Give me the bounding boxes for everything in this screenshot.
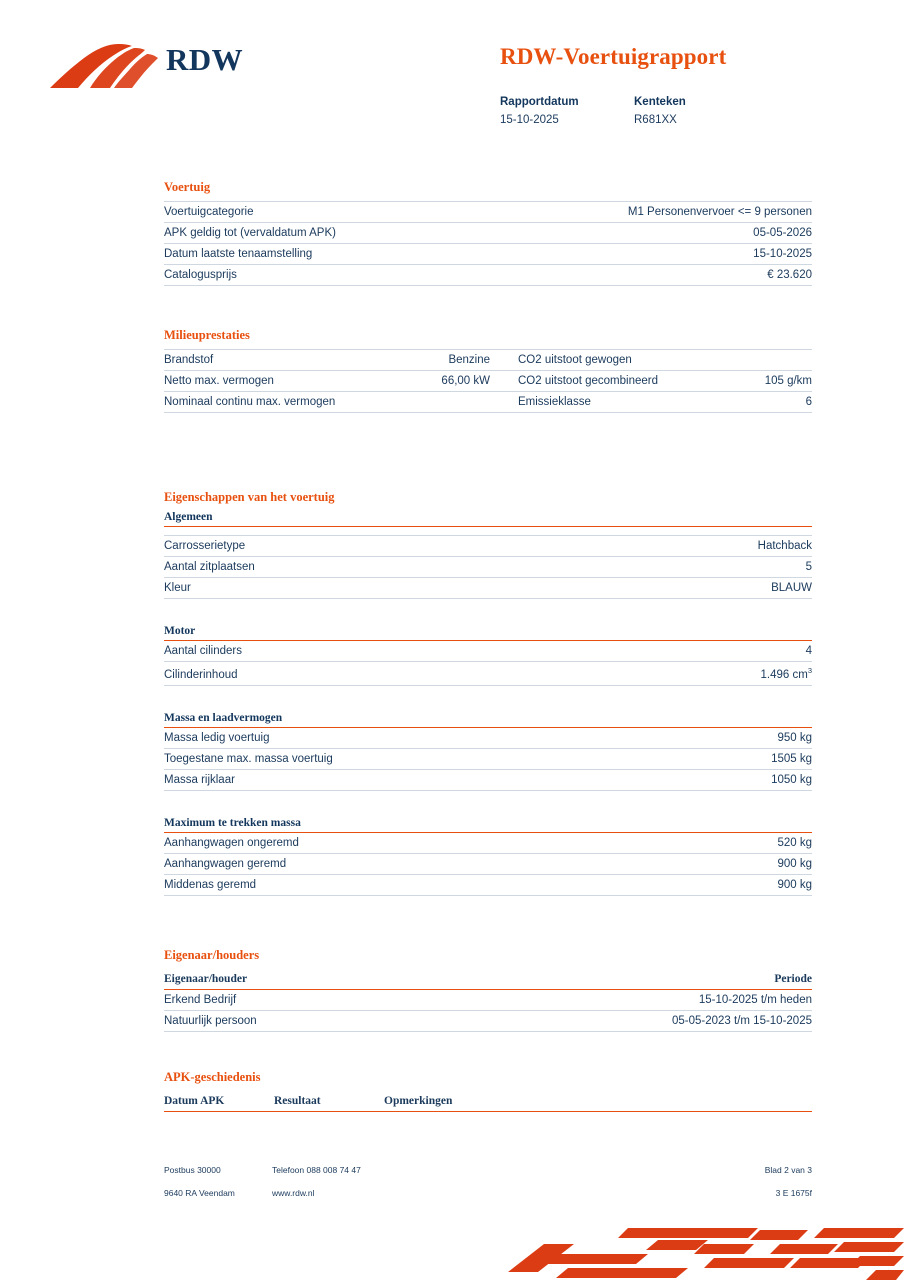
row-label-left: Nominaal continu max. vermogen xyxy=(164,392,394,413)
row-label: Middenas geremd xyxy=(164,874,680,895)
row-label: Aantal cilinders xyxy=(164,641,554,662)
rdw-swoosh-logo-icon xyxy=(48,42,160,98)
general-table xyxy=(164,535,812,599)
row-label: Catalogusprijs xyxy=(164,265,477,286)
meta-value-plate: R681XX xyxy=(634,114,677,126)
column-header-owner: Eigenaar/houder xyxy=(164,969,422,990)
environment-table xyxy=(164,349,812,413)
subsection-title-motor: Motor xyxy=(164,625,812,641)
section-title-apk-history: APK-geschiedenis xyxy=(164,1070,261,1084)
rdw-logo xyxy=(48,30,308,100)
column-header-remarks: Opmerkingen xyxy=(384,1091,812,1112)
footer-form-code: 3 E 1675f xyxy=(775,1188,812,1198)
row-label: Aantal zitplaatsen xyxy=(164,557,569,578)
table-header-row xyxy=(164,1091,812,1112)
table-row xyxy=(164,990,812,1011)
section-title-vehicle: Voertuig xyxy=(164,180,211,194)
section-title-environment: Milieuprestaties xyxy=(164,328,250,342)
row-label: Cilinderinhoud xyxy=(164,662,554,686)
table-row xyxy=(164,371,812,392)
row-value-left: 66,00 kW xyxy=(394,371,504,392)
table-row xyxy=(164,578,812,599)
row-value-left xyxy=(394,392,504,413)
row-value: BLAUW xyxy=(569,578,812,599)
row-owner: Natuurlijk persoon xyxy=(164,1011,422,1032)
table-row xyxy=(164,536,812,557)
row-value: 15-10-2025 xyxy=(477,244,812,265)
row-value: Hatchback xyxy=(569,536,812,557)
row-period: 15-10-2025 t/m heden xyxy=(422,990,812,1011)
table-row xyxy=(164,728,812,749)
mass-table xyxy=(164,728,812,791)
meta-label-report-date: Rapportdatum xyxy=(500,96,579,108)
row-label-left: Brandstof xyxy=(164,350,394,371)
footer-phone: Telefoon 088 008 74 47 xyxy=(272,1165,361,1175)
meta-label-plate: Kenteken xyxy=(634,96,686,108)
section-vehicle xyxy=(164,180,812,286)
row-label: Massa rijklaar xyxy=(164,769,685,790)
row-label: Aanhangwagen ongeremd xyxy=(164,833,680,854)
table-row xyxy=(164,202,812,223)
row-value-text: 1.496 cm xyxy=(760,668,808,681)
footer-address-line1: Postbus 30000 xyxy=(164,1165,221,1175)
table-header-row xyxy=(164,969,812,990)
row-value: 1050 kg xyxy=(685,769,812,790)
row-label-right: Emissieklasse xyxy=(504,392,694,413)
column-header-result: Resultaat xyxy=(274,1091,384,1112)
section-title-owners: Eigenaar/houders xyxy=(164,948,260,962)
table-row xyxy=(164,265,812,286)
vehicle-table xyxy=(164,201,812,286)
column-header-apk-date: Datum APK xyxy=(164,1091,274,1112)
row-value-left: Benzine xyxy=(394,350,504,371)
table-row xyxy=(164,557,812,578)
table-row xyxy=(164,223,812,244)
footer-website[interactable]: www.rdw.nl xyxy=(272,1188,315,1198)
footer-page-number: Blad 2 van 3 xyxy=(764,1165,812,1175)
row-label-right: CO2 uitstoot gewogen xyxy=(504,350,694,371)
apk-history-table xyxy=(164,1091,812,1112)
owners-table xyxy=(164,969,812,1032)
row-label: Massa ledig voertuig xyxy=(164,728,685,749)
table-row xyxy=(164,350,812,371)
table-row xyxy=(164,853,812,874)
subsection-title-algemeen: Algemeen xyxy=(164,511,812,527)
section-apk-history xyxy=(164,1070,812,1112)
rdw-stripes-graphic-icon xyxy=(508,1210,904,1280)
table-row xyxy=(164,1011,812,1032)
table-row xyxy=(164,874,812,895)
meta-value-report-date: 15-10-2025 xyxy=(500,114,559,126)
row-value: 900 kg xyxy=(680,853,812,874)
page-title: RDW-Voertuigrapport xyxy=(500,44,727,69)
section-title-properties: Eigenschappen van het voertuig xyxy=(164,490,335,504)
row-value: 4 xyxy=(554,641,812,662)
row-value xyxy=(554,662,812,686)
table-row xyxy=(164,244,812,265)
row-value-superscript: 3 xyxy=(807,666,812,675)
row-value: 520 kg xyxy=(680,833,812,854)
footer-address-line2: 9640 RA Veendam xyxy=(164,1188,235,1198)
row-value: M1 Personenvervoer <= 9 personen xyxy=(477,202,812,223)
row-label-right: CO2 uitstoot gecombineerd xyxy=(504,371,694,392)
row-value-right: 6 xyxy=(694,392,812,413)
section-properties xyxy=(164,490,812,896)
towing-table xyxy=(164,833,812,896)
row-value: € 23.620 xyxy=(477,265,812,286)
table-row xyxy=(164,769,812,790)
subsection-title-massa: Massa en laadvermogen xyxy=(164,712,812,728)
rdw-logo-text: RDW xyxy=(166,42,243,77)
table-row xyxy=(164,641,812,662)
row-label: APK geldig tot (vervaldatum APK) xyxy=(164,223,477,244)
row-label: Datum laatste tenaamstelling xyxy=(164,244,477,265)
row-label: Carrosserietype xyxy=(164,536,569,557)
row-value: 900 kg xyxy=(680,874,812,895)
row-label-left: Netto max. vermogen xyxy=(164,371,394,392)
document-header xyxy=(0,0,904,150)
section-owners xyxy=(164,948,812,1032)
table-row xyxy=(164,392,812,413)
row-owner: Erkend Bedrijf xyxy=(164,990,422,1011)
row-value-right xyxy=(694,350,812,371)
document-footer xyxy=(164,1165,812,1211)
section-environment xyxy=(164,328,812,413)
column-header-period: Periode xyxy=(422,969,812,990)
row-value: 950 kg xyxy=(685,728,812,749)
subsection-title-trekken: Maximum te trekken massa xyxy=(164,817,812,833)
motor-table xyxy=(164,641,812,686)
row-label: Voertuigcategorie xyxy=(164,202,477,223)
table-row xyxy=(164,662,812,686)
row-value: 05-05-2026 xyxy=(477,223,812,244)
row-label: Kleur xyxy=(164,578,569,599)
report-meta xyxy=(500,96,840,126)
row-label: Aanhangwagen geremd xyxy=(164,853,680,874)
table-row xyxy=(164,833,812,854)
row-value-right: 105 g/km xyxy=(694,371,812,392)
row-label: Toegestane max. massa voertuig xyxy=(164,748,685,769)
table-row xyxy=(164,748,812,769)
row-value: 1505 kg xyxy=(685,748,812,769)
row-period: 05-05-2023 t/m 15-10-2025 xyxy=(422,1011,812,1032)
row-value: 5 xyxy=(569,557,812,578)
